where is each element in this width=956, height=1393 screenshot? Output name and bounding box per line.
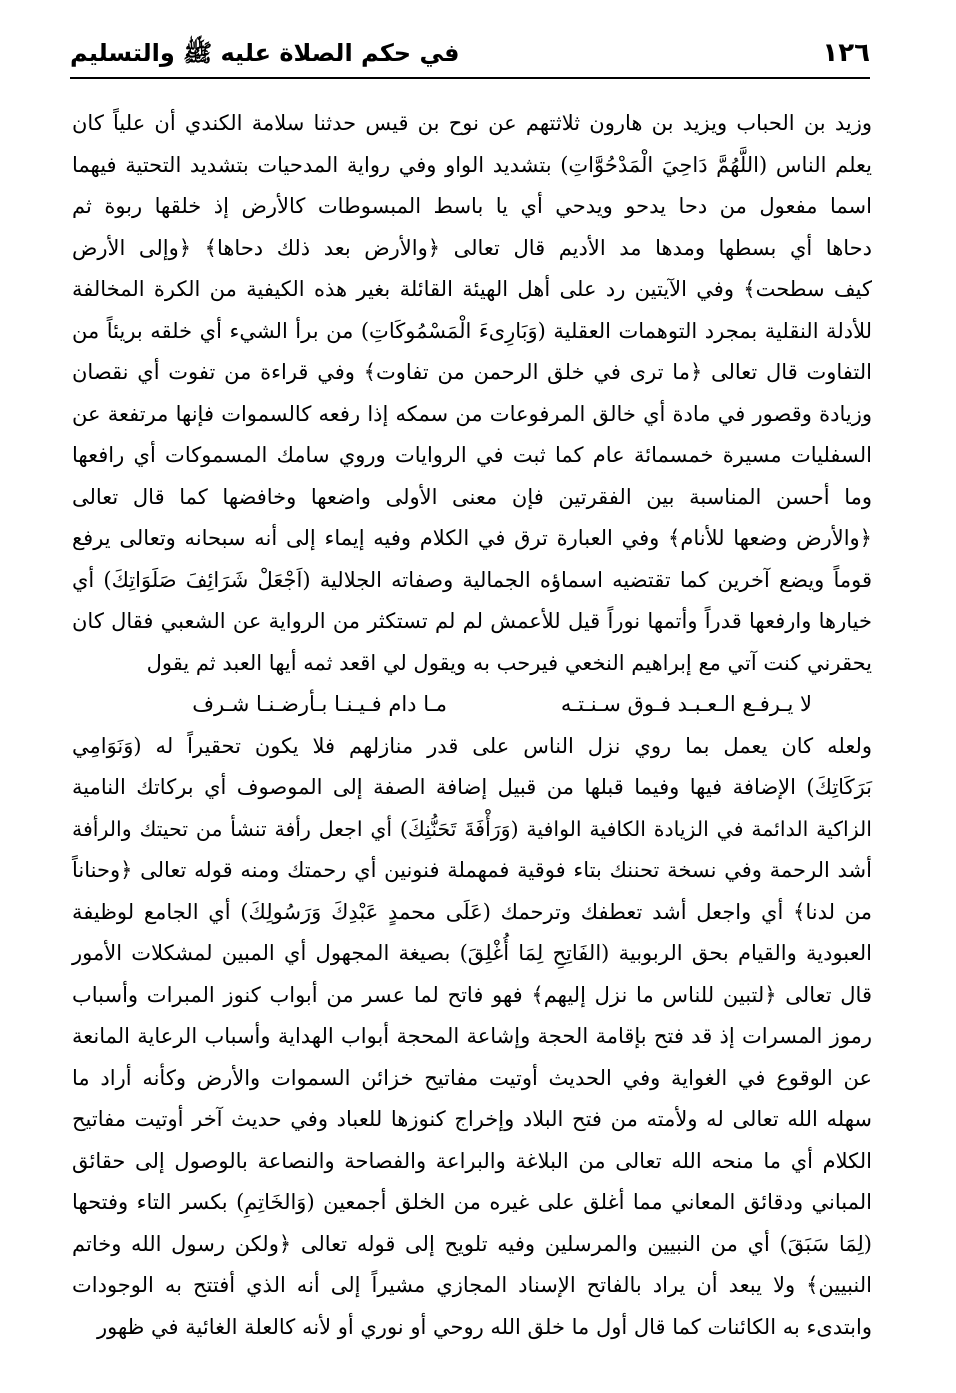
text-line: للأدلة النقلية بمجرد التوهمات العقلية (وَبَارِىءَ الْمَسْمُوكَاتِ) من برأ الشيء أي خلقه بريئاً من <box>72 318 872 343</box>
text-line: النبيين﴾ ولا يبعد أن يراد بالفاتح الإسناد المجازي مشيراً إلى أنه الذي أفتتح به الوجودات <box>72 1273 872 1297</box>
text-line: ولعله كان يعمل بما روي نزل الناس على قدر منازلهم فلا يكون تحقيراً له (وَنَوَامِي <box>72 733 872 758</box>
text-line: وابتدىء به الكائنات كما قال أول ما خلق الله روحي أو نوري أو لأنه كالعلة الغائية في ظهور <box>97 1314 872 1339</box>
text-line: وزيادة وقصور في مادة أي خالق المرفوعات من سمكه إذا رفعه كالسموات فإنها مرتفعة عن <box>72 401 872 426</box>
text-line: وزيد بن الحباب ويزيد بن هارون ثلاثتهم عن نوح بن قيس حدثنا سلامة الكندي أن علياً كان <box>72 111 872 135</box>
text-line: العبودية والقيام بحق الربوبية (الفَاتِحِ لِمَا أُغْلِقَ) بصيغة المجهول أي المبين لمشكلات الأمور <box>72 941 872 965</box>
text-line: ﴿والأرض وضعها للأنام﴾ وفي العبارة ترق في الكلام وفيه إيماء إلى أنه سبحانه وتعالى يرفع <box>72 526 872 550</box>
page-number: ١٢٦ <box>822 38 870 68</box>
text-line: الزاكية الدائمة في الزيادة الكافية الوافية (وَرَأْفَةَ تَحَنُّنِكَ) أي اجعل رأفة تنشأ من تحيتك والرأفة <box>72 816 872 841</box>
text-line: التفاوت قال تعالى ﴿ما ترى في خلق الرحمن من تفاوت﴾ وفي قراءة من تفوت أي نقصان <box>72 360 872 384</box>
text-line: يحقرني كنت آتي مع إبراهيم النخعي فيرحب به ويقول لي اقعد ثمه أيها العبد ثم يقول <box>146 650 872 675</box>
text-line: وما أحسن المناسبة بين الفقرتين فإن معنى الأولى واضعها وخافضها كما قال تعالى <box>72 484 872 509</box>
text-line: خيارها وارفعها قدراً وأتمها نوراً قيل للأعمش لم لم تستكثر من الرواية عن الشعبي فقال كان <box>72 609 872 633</box>
text-line: سهله الله تعالى له ولأمته من فتح البلاد وإخراج كنوزها للعباد وفي حديث آخر أوتيت مفاتيح <box>72 1107 872 1131</box>
poetry-verse <box>72 684 872 726</box>
text-line: عن الوقوع في الغواية وفي الحديث أوتيت مفاتيح خزائن السموات والأرض وكأنه أراد ما <box>72 1065 872 1090</box>
page-header <box>70 18 870 78</box>
text-line: الكلام أي ما منحه الله تعالى من البلاغة والبراعة والفصاحة والنصاعة بالوصول إلى حقائق <box>72 1148 872 1173</box>
text-line: بَرَكَاتِكَ) الإضافة فيها وفيما قبلها من قبيل إضافة الصفة إلى الموصوف أي بركاتك النامية <box>72 775 872 799</box>
running-title: في حكم الصلاة عليه ﷺ والتسليم <box>70 39 460 67</box>
text-line: المباني ودقائق المعاني مما أغلق على غيره من الخلق أجمعين (وَالخَاتِمِ) بكسر التاء وفتحها <box>72 1190 872 1214</box>
header-rule <box>70 77 870 79</box>
text-line: قال تعالى ﴿لتبين للناس ما نزل إليهم﴾ فهو فاتح لما عسر من أبواب كنوز المبرات وأسباب <box>72 982 872 1007</box>
body-text <box>72 103 872 1348</box>
text-line: أشد الرحمة وفي نسخة تحننك بتاء فوقية فمهملة فنونين أي رحمتك ومنه قوله تعالى ﴿وحناناً <box>72 858 872 882</box>
text-line: (لِمَا سَبَقَ) أي من النبيين والمرسلين وفيه تلويح إلى قوله تعالى ﴿ولكن رسول الله وخاتم <box>72 1231 872 1256</box>
text-line: اسما مفعول من دحا يدحو ويدحي أي يا باسط المبسوطات كالأرض إذ خلقها ربوة ثم <box>72 194 872 218</box>
text-line: قوماً ويضع آخرين كما تقتضيه اسماؤه الجمالية وصفاته الجلالية (اَجْعَلْ شَرَائِفَ صَلَوَاتِكَ) أي <box>72 567 872 592</box>
verse-second-hemistich: مـا دام فـيـنـا بـأرضـنـا شـرف <box>192 692 447 716</box>
text-line: رموز المسرات إذ قد فتح بإقامة الحجة وإشاعة المحجة أبواب الهداية وأسباب الرعاية المانعة <box>72 1024 872 1048</box>
text-line: كيف سطحت﴾ وفي الآيتين رد على أهل الهيئة القائلة بغير هذه الكيفية من الكرة المخالفة <box>72 277 872 301</box>
text-line: من لدنا﴾ أي واجعل أشد تعطفك وترحمك (عَلَى محمدٍ عَبْدِكَ وَرَسُولِكَ) أي الجامع لوظيفة <box>72 899 872 924</box>
verse-first-hemistich: لا يـرفـع الـعـبـد فـوق سـنـتـه <box>560 692 812 716</box>
text-line: السفليات مسيرة خمسمائة عام كما ثبت في الروايات وروي سامك المسموكات أي رافعها <box>72 443 872 467</box>
text-line: يعلم الناس (اللَّهُمَّ دَاحِيَ الْمَدْحُوَّاتِ) بتشديد الواو وفي رواية المدحيات بتشديد التحتية فيهما <box>72 152 872 177</box>
text-line: دحاها أي بسطها ومدها مد الأديم قال تعالى ﴿والأرض بعد ذلك دحاها﴾ ﴿وإلى الأرض <box>72 235 872 260</box>
